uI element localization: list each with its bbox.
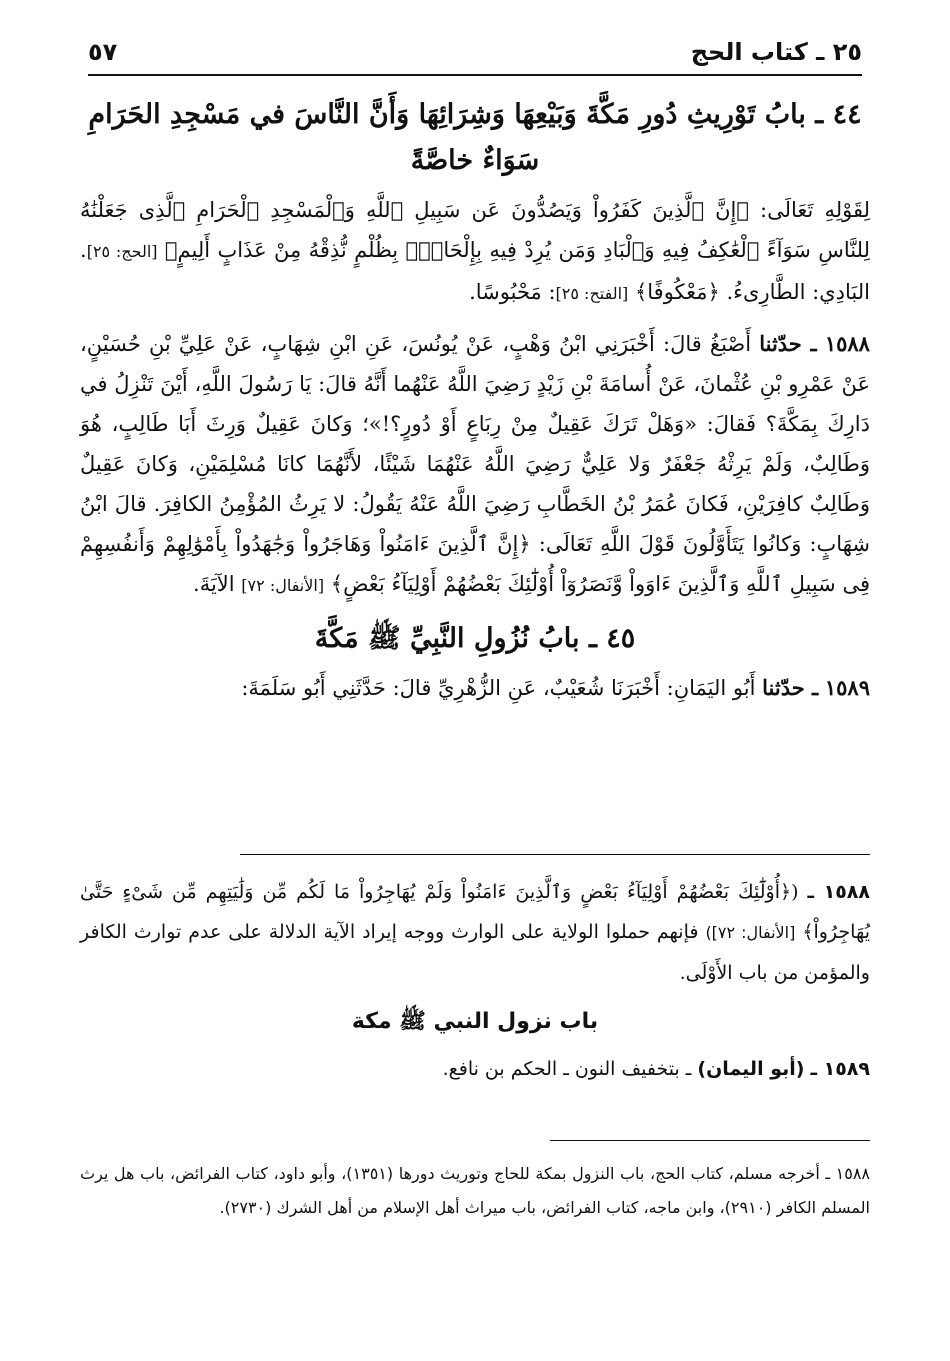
hadith-ref: [الأنفال: ٧٢] (241, 576, 325, 595)
commentary (80, 872, 870, 1089)
commentary-ref: [الأنفال: ٧٢]) (705, 923, 796, 942)
commentary-1589 (80, 1049, 870, 1089)
hadith-label: حدّثنا (759, 331, 802, 356)
page-header (88, 38, 862, 78)
commentary-divider (240, 854, 870, 855)
sources-footnote (80, 1157, 870, 1225)
commentary-1588 (80, 872, 870, 993)
hadith-label: حدّثنا (762, 675, 805, 700)
page-number: ٥٧ (88, 38, 118, 66)
intro-ref-2: [الفتح: ٢٥] (555, 284, 629, 303)
commentary-subtitle: باب نزول النبي ﷺ مكة (351, 1009, 599, 1034)
main-text (80, 92, 870, 708)
commentary-text: فإنهم حملوا الولاية على الوارث ووجه إيراد الآية الدلالة على عدم توارث الكافر والمؤمن من باب الأَوْلَى. (80, 921, 870, 984)
commentary-quote: (﴿أُوْلَٰٓئِكَ بَعْضُهُمْ أَوْلِيَآءُ بَعْضٍ وَٱلَّذِينَ ءَامَنُواْ وَلَمْ يُهَاجِرُواْ مَا لَكُم مِّن وَلَٰيَتِهِم مِّن شَىْءٍ حَتَّىٰ يُهَاجِرُواْ﴾ (80, 881, 870, 943)
commentary-text: ـ بتخفيف النون ـ الحكم بن نافع. (442, 1058, 692, 1080)
hadith-text: أَبُو اليَمَانِ: أَخْبَرَنَا شُعَيْبٌ، عَنِ الزُّهْرِيِّ قالَ: حَدَّثَنِي أَبُو سَلَمَةَ: (241, 676, 756, 700)
hadith-text: أَصْبَغُ قالَ: أَخْبَرَنِي ابْنُ وَهْبٍ، عَنْ يُونُسَ، عَنِ ابْنِ شِهَابٍ، عَنْ عَلِيِّ بْنِ حُسَيْنٍ، عَنْ عَمْرِو بْنِ عُثْمانَ، عَنْ أُسامَةَ بْنِ زَيْدٍ رَضِيَ اللَّهُ عَنْهُما أَنَّهُ قالَ: يَا رَسُولَ اللَّهِ، أَيْنَ تَنْزِلُ في دَارِكَ بِمَكَّةَ؟ فَقالَ: «وَهَلْ تَرَكَ عَقِيلٌ مِنْ رِبَاعٍ أَوْ دُورٍ؟!»؛ وَكانَ عَقِيلٌ وَرِثَ أَبَا طَالِبٍ، هُوَ وَطَالِبٌ، وَلَمْ يَرِثْهُ جَعْفَرٌ وَلا عَلِيٌّ رَضِيَ اللَّهُ عَنْهُمَا شَيْئًا، لأَنَّهُمَا كانَا مُسْلِمَيْنِ، وَكانَ عَقِيلٌ وَطَالِبٌ كافِرَيْنِ، فَكانَ عُمَرُ بْنُ الخَطَّابِ رَضِيَ اللَّهُ عَنْهُ يَقُولُ: لا يَرِثُ المُؤْمِنُ الكافِرَ. قالَ ابْنُ شِهَابٍ: وَكانُوا يَتَأَوَّلُونَ قَوْلَ اللَّهِ تَعَالَى: ﴿إِنَّ ٱلَّذِينَ ءَامَنُواْ وَهَاجَرُواْ وَجَٰهَدُواْ بِأَمْوَٰلِهِمْ وَأَنفُسِهِمْ فِى سَبِيلِ ٱللَّهِ وَٱلَّذِينَ ءَاوَواْ وَّنَصَرُوٓاْ أُوْلَٰٓئِكَ بَعْضُهُمْ أَوْلِيَآءُ بَعْضٍ﴾ (80, 332, 871, 596)
hadith-1589: ١٥٨٩ ـ حدّثنا أَبُو اليَمَانِ: أَخْبَرَنَا شُعَيْبٌ، عَنِ الزُّهْرِيِّ قالَ: حَدَّثَنِي أَبُو سَلَمَةَ: (241, 675, 870, 700)
header-rule (88, 74, 862, 76)
chapter-45-title: ٤٥ ـ بابُ نُزُولِ النَّبِيِّ ﷺ مَكَّةَ (314, 623, 636, 654)
sources-text: ١٥٨٨ ـ أخرجه مسلم، كتاب الحج، باب النزول بمكة للحاج وتوريث دورها (١٣٥١)، وأبو داود، كتاب الفرائض، باب هل يرث المسلم الكافر (٢٩١٠)، وابن ماجه، كتاب الفرائض، باب ميراث أهل الإسلام من أهل الشرك (٢٧٣٠). (80, 1164, 871, 1217)
hadith-number: ١٥٨٩ (824, 675, 870, 700)
chapter-heading: ٢٥ ـ كتاب الحج (690, 38, 862, 66)
intro-ref: [الحج: ٢٥] (86, 242, 158, 261)
intro-verse: لِقَوْلِهِ تَعَالَى: ﴿إِنَّ ٱلَّذِينَ كَفَرُواْ وَيَصُدُّونَ عَن سَبِيلِ ٱللَّهِ وَٱلْمَسْجِدِ ٱلْحَرَامِ ٱلَّذِى جَعَلْنَٰهُ لِلنَّاسِ سَوَآءً ٱلْعَٰكِفُ فِيهِ وَٱلْبَادِ وَمَن يُرِدْ فِيهِ بِإِلْحَادٍۭ بِظُلْمٍ نُّذِقْهُ مِنْ عَذَابٍ أَلِيمٍ﴾ (80, 198, 870, 262)
hadith-tail: الآيَةَ. (193, 572, 235, 596)
hadith-number: ١٥٨٨ (824, 331, 870, 356)
commentary-bold: (أبو اليمان) (697, 1058, 805, 1080)
commentary-number: ١٥٨٩ ـ (810, 1058, 870, 1080)
hadith-1588: ١٥٨٨ ـ حدّثنا أَصْبَغُ قالَ: أَخْبَرَنِي ابْنُ وَهْبٍ، عَنْ يُونُسَ، عَنِ ابْنِ شِهَابٍ، عَنْ عَلِيِّ بْنِ حُسَيْنٍ، عَنْ عَمْرِو بْنِ عُثْمانَ، عَنْ أُسامَةَ بْنِ زَيْدٍ رَضِيَ اللَّهُ عَنْهُما أَنَّهُ قالَ: يَا رَسُولَ اللَّهِ، أَيْنَ تَنْزِلُ في دَارِكَ بِمَكَّةَ؟ فَقالَ: «وَهَلْ تَرَكَ عَقِيلٌ مِنْ رِبَاعٍ أَوْ دُورٍ؟!»؛ وَكانَ عَقِيلٌ وَرِثَ أَبَا طَالِبٍ، هُوَ وَطَالِبٌ، وَلَمْ يَرِثْهُ جَعْفَرٌ وَلا عَلِيٌّ رَضِيَ اللَّهُ عَنْهُمَا شَيْئًا، لأَنَّهُمَا كانَا مُسْلِمَيْنِ، وَكانَ عَقِيلٌ وَطَالِبٌ كافِرَيْنِ، فَكانَ عُمَرُ بْنُ الخَطَّابِ رَضِيَ اللَّهُ عَنْهُ يَقُولُ: لا يَرِثُ المُؤْمِنُ الكافِرَ. قالَ ابْنُ شِهَابٍ: وَكانُوا يَتَأَوَّلُونَ قَوْلَ اللَّهِ تَعَالَى: ﴿إِنَّ ٱلَّذِينَ ءَامَنُواْ وَهَاجَرُواْ وَجَٰهَدُواْ بِأَمْوَٰلِهِمْ وَأَنفُسِهِمْ فِى سَبِيلِ ٱللَّهِ وَٱلَّذِينَ ءَاوَواْ وَّنَصَرُوٓاْ أُوْلَٰٓئِكَ بَعْضُهُمْ أَوْلِيَآءُ بَعْضٍ﴾ [الأنفال: ٧٢] الآيَةَ. (80, 331, 871, 596)
sources-divider (550, 1140, 870, 1141)
intro-tail: . البَادِي: الطَّارِىءُ. ﴿مَعْكُوفًا﴾ (80, 238, 870, 304)
commentary-number: ١٥٨٨ ـ (807, 881, 870, 903)
intro-tail-2: : مَحْبُوسًا. (469, 280, 556, 304)
chapter-44-title: ٤٤ ـ بابُ تَوْرِيثِ دُورِ مَكَّةَ وَبَيْعِهَا وَشِرَائِهَا وَأَنَّ النَّاسَ في مَسْجِدِ الحَرَامِ سَوَاءٌ خاصَّةً (88, 99, 862, 176)
chapter-44-intro (80, 190, 870, 314)
